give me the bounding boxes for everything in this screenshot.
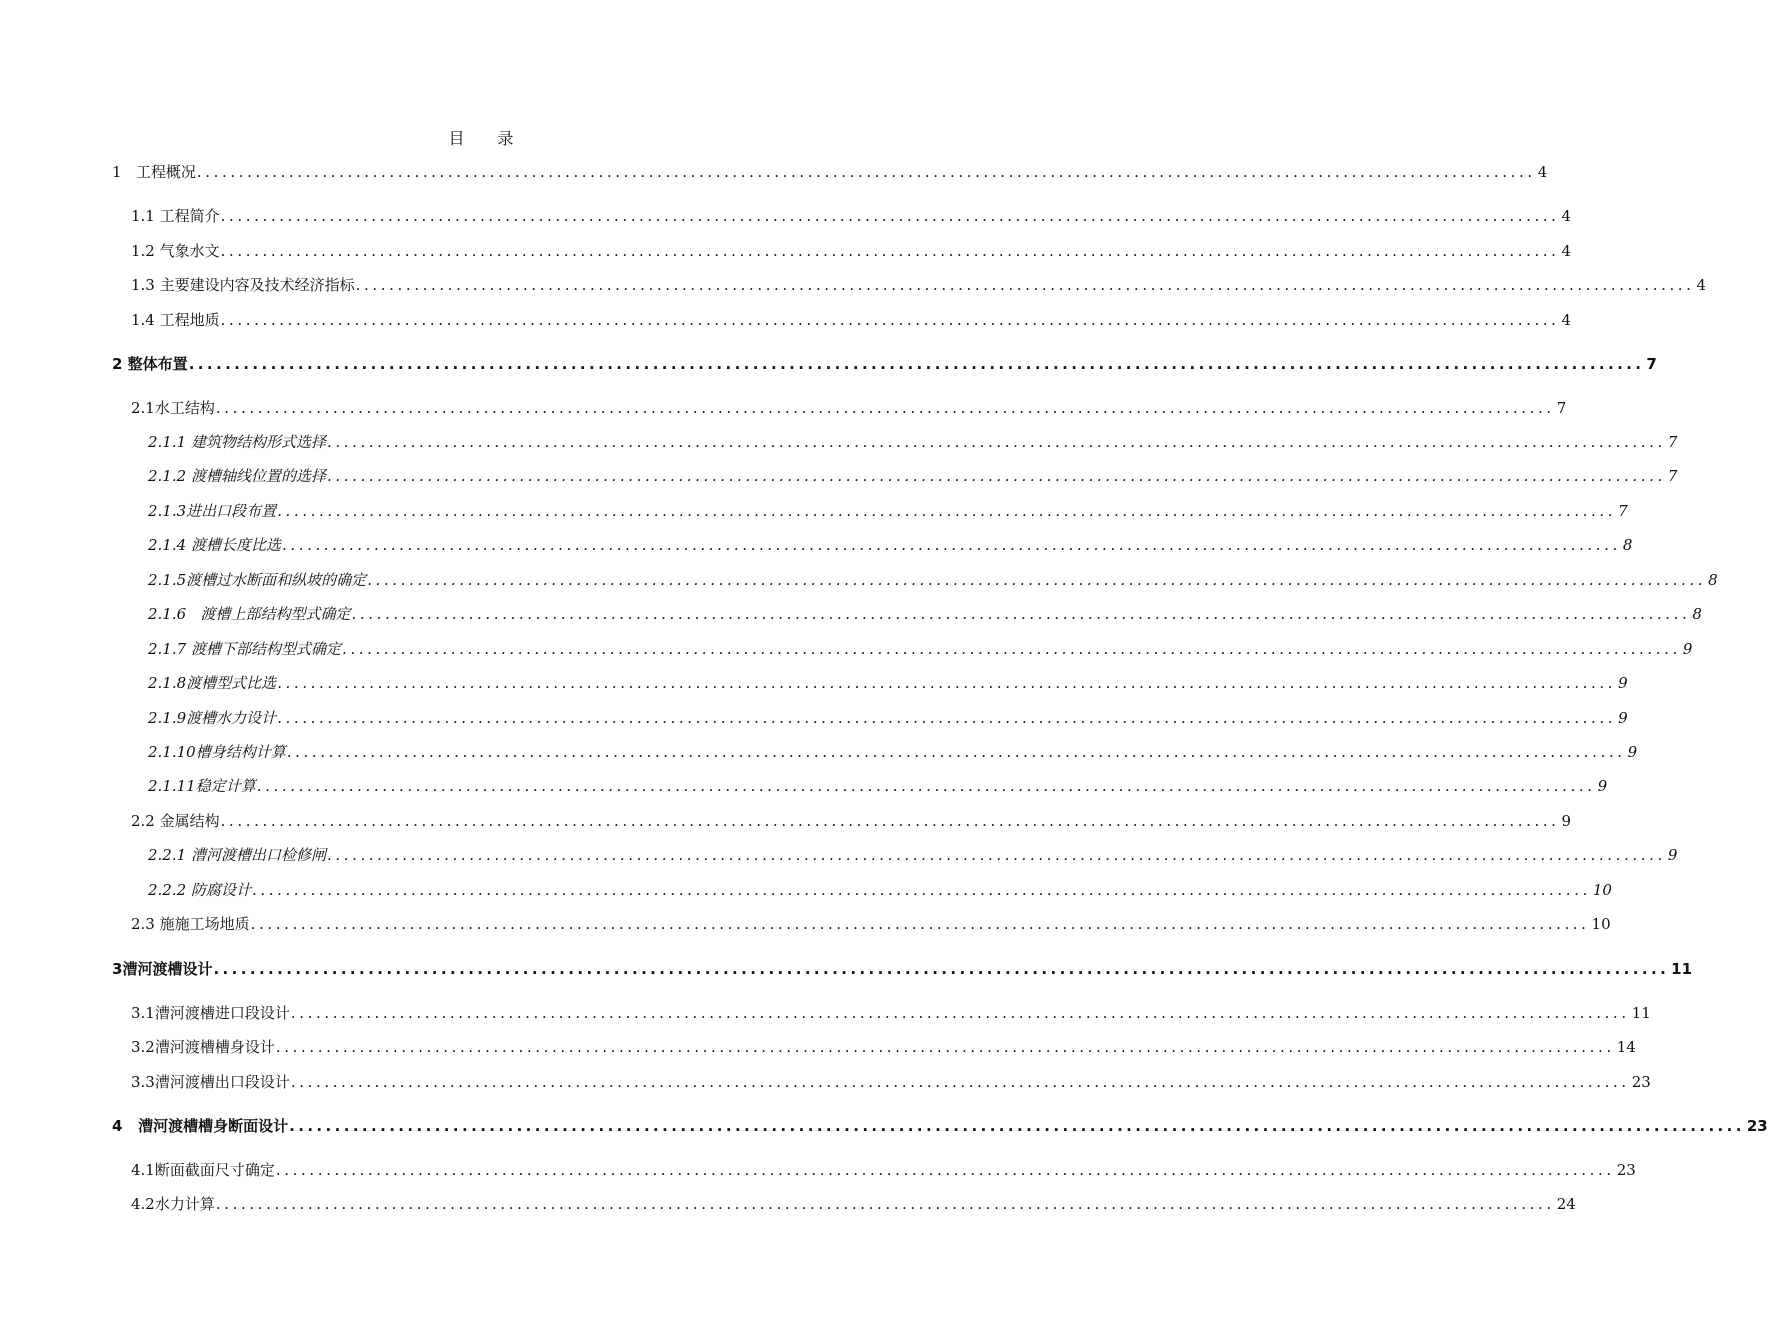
toc-entry-label: 主要建设内容及技术经济指标 [159,276,355,294]
toc-entry-page-number: 4 [1561,242,1572,260]
toc-entry-number: 2.1.8 [148,674,187,692]
dot-leader: ................................................................................................................................................................ [281,536,1621,554]
toc-entry-label: 渡槽轴线位置的选择 [190,467,326,485]
toc-entry-number: 3.2 [131,1038,155,1056]
dot-leader: ................................................................................................................................................................ [256,777,1596,795]
dot-leader: ................................................................................................................................................................ [277,709,1617,727]
toc-entry-number: 2.1.11 [148,777,196,795]
toc-entry-label: 漕河渡槽槽身设计 [154,1038,275,1056]
toc-entry-page-number: 24 [1556,1195,1576,1213]
toc-entry-number: 2.1.7 [148,640,187,658]
toc-entry-label: 水工结构 [154,399,215,417]
dot-leader: ................................................................................................................................................................ [290,1073,1630,1091]
toc-entry[interactable] [148,501,1628,521]
toc-entry-number: 1 [112,163,122,181]
toc-entry-page-number: 7 [1556,399,1567,417]
toc-entry[interactable] [148,742,1638,762]
toc-entry-label: 渡槽上部结构型式确定 [200,605,351,623]
toc-entry-label: 渡槽水力设计 [186,709,277,727]
toc-entry-number: 2.1 [131,399,155,417]
toc-entry[interactable] [112,1116,1768,1136]
dot-leader: ................................................................................................................................................................ [220,812,1560,830]
toc-entry-number: 4.2 [131,1195,155,1213]
toc-entry-number: 1.3 [131,276,155,294]
toc-entry-page-number: 9 [1627,743,1638,761]
toc-entry-label: 气象水文 [159,242,220,260]
toc-entry-number: 1.4 [131,311,155,329]
dot-leader: ................................................................................................................................................................ [355,276,1695,294]
toc-entry-page-number: 4 [1561,207,1572,225]
toc-entry[interactable] [131,1160,1636,1180]
dot-leader: ................................................................................................................................................................ [289,1117,1745,1135]
toc-entry-number: 2.2.1 [148,846,187,864]
toc-entry-label: 进出口段布置 [186,502,277,520]
dot-leader: ................................................................................................................................................................ [215,1195,1555,1213]
toc-entry[interactable] [131,206,1572,226]
toc-entry-label: 槽身结构计算 [195,743,286,761]
toc-entry-label: 建筑物结构形式选择 [190,433,326,451]
toc-entry[interactable] [112,959,1693,979]
toc-entry-number: 2.3 [131,915,155,933]
toc-entry-label: 断面截面尺寸确定 [154,1161,275,1179]
dot-leader: ................................................................................................................................................................ [196,163,1536,181]
dot-leader: ................................................................................................................................................................ [188,355,1645,373]
toc-entry-page-number: 23 [1631,1073,1651,1091]
toc-entry-page-number: 4 [1696,276,1707,294]
toc-entry-label: 渡槽型式比选 [186,674,277,692]
toc-entry[interactable] [131,398,1567,418]
dot-leader: ................................................................................................................................................................ [351,605,1691,623]
toc-entry-number: 2.1.5 [148,571,187,589]
toc-entry-page-number: 7 [1667,467,1678,485]
toc-entry-page-number: 11 [1631,1004,1651,1022]
toc-entry-label: 稳定计算 [195,777,256,795]
toc-entry-number: 4 [112,1117,123,1135]
toc-entry-label: 漕河渡槽出口检修闸 [190,846,326,864]
toc-entry-page-number: 4 [1537,163,1548,181]
toc-entry-page-number: 7 [1646,355,1657,373]
toc-entry[interactable] [112,162,1548,182]
toc-entry-page-number: 8 [1622,536,1633,554]
toc-entry-number: 2.1.4 [148,536,187,554]
dot-leader: ................................................................................................................................................................ [341,640,1681,658]
toc-entry-page-number: 9 [1667,846,1678,864]
toc-entry[interactable] [131,1194,1576,1214]
dot-leader: ................................................................................................................................................................ [277,674,1617,692]
toc-entry-number: 1.1 [131,207,155,225]
toc-entry-number: 2.2 [131,812,155,830]
dot-leader: ................................................................................................................................................................ [213,960,1670,978]
toc-entry-number: 3 [112,960,123,978]
toc-entry-page-number: 7 [1667,433,1678,451]
toc-entry-number: 4.1 [131,1161,155,1179]
toc-entry-page-number: 10 [1591,915,1611,933]
toc-entry-page-number: 9 [1597,777,1608,795]
toc-entry[interactable] [148,535,1633,555]
toc-entry-label: 施施工场地质 [159,915,250,933]
toc-entry-label: 金属结构 [159,812,220,830]
toc-entry[interactable] [131,811,1572,831]
toc-entry-page-number: 23 [1746,1117,1768,1135]
toc-entry-label: 渡槽过水断面和纵坡的确定 [186,571,367,589]
toc-entry-label: 工程简介 [159,207,220,225]
toc-entry-label: 渡槽下部结构型式确定 [190,640,341,658]
dot-leader: ................................................................................................................................................................ [250,915,1590,933]
toc-entry[interactable] [131,1003,1651,1023]
toc-entry[interactable] [131,1072,1651,1092]
toc-entry-number: 2.1.6 [148,605,187,623]
toc-entry-label: 水力计算 [154,1195,215,1213]
toc-entry-number: 2.1.3 [148,502,187,520]
toc-entry[interactable] [148,432,1678,452]
dot-leader: ................................................................................................................................................................ [220,311,1560,329]
toc-entry-page-number: 8 [1708,571,1718,589]
toc-entry-number: 2.1.10 [148,743,196,761]
toc-entry-label: 整体布置 [127,355,188,373]
toc-entry[interactable] [131,1037,1636,1057]
toc-entry[interactable] [148,639,1693,659]
toc-entry-page-number: 23 [1616,1161,1636,1179]
toc-entry-label: 渡槽长度比选 [190,536,281,554]
dot-leader: ................................................................................................................................................................ [215,399,1555,417]
toc-entry[interactable] [131,275,1707,295]
toc-entry-number: 1.2 [131,242,155,260]
dot-leader: ................................................................................................................................................................ [326,846,1666,864]
toc-entry[interactable] [148,466,1678,486]
toc-entry[interactable] [131,241,1572,261]
toc-entry-number: 2.2.2 [148,881,187,899]
toc-entry-page-number: 9 [1561,812,1572,830]
dot-leader: ................................................................................................................................................................ [367,571,1707,589]
dot-leader: ................................................................................................................................................................ [326,433,1666,451]
toc-entry-page-number: 9 [1618,709,1628,727]
toc-entry-number: 3.1 [131,1004,155,1022]
toc-entry-label: 漕河渡槽设计 [122,960,213,978]
toc-entry[interactable] [131,914,1611,934]
toc-entry[interactable] [148,776,1608,796]
toc-entry-number: 2 [112,355,123,373]
toc-entry-label: 漕河渡槽槽身断面设计 [138,1117,289,1135]
toc-entry[interactable] [148,708,1628,728]
toc-entry-page-number: 11 [1671,960,1693,978]
toc-entry[interactable] [131,310,1572,330]
toc-entry-number: 2.1.2 [148,467,187,485]
dot-leader: ................................................................................................................................................................ [286,743,1626,761]
dot-leader: ................................................................................................................................................................ [290,1004,1630,1022]
dot-leader: ................................................................................................................................................................ [220,242,1560,260]
dot-leader: ................................................................................................................................................................ [326,467,1666,485]
toc-entry-label: 漕河渡槽出口段设计 [154,1073,290,1091]
toc-entry[interactable] [148,604,1702,624]
toc-title: 目 录 [448,129,528,148]
toc-entry[interactable] [112,354,1657,374]
dot-leader: ................................................................................................................................................................ [275,1038,1615,1056]
dot-leader: ................................................................................................................................................................ [220,207,1560,225]
dot-leader: ................................................................................................................................................................ [277,502,1617,520]
toc-entry-page-number: 9 [1682,640,1693,658]
toc-entry-page-number: 10 [1592,881,1612,899]
toc-entry-label: 工程概况 [135,163,196,181]
toc-entry[interactable] [148,845,1678,865]
toc-entry-page-number: 9 [1618,674,1628,692]
toc-entry-number: 3.3 [131,1073,155,1091]
toc-entry-page-number: 7 [1618,502,1628,520]
toc-entry-label: 防腐设计 [190,881,251,899]
toc-entry-page-number: 8 [1692,605,1702,623]
toc-entry-label: 工程地质 [159,311,220,329]
toc-entry-page-number: 4 [1561,311,1572,329]
toc-entry[interactable] [148,880,1612,900]
dot-leader: ................................................................................................................................................................ [275,1161,1615,1179]
toc-entry-label: 漕河渡槽进口段设计 [154,1004,290,1022]
toc-entry[interactable] [148,570,1718,590]
toc-entry[interactable] [148,673,1628,693]
dot-leader: ................................................................................................................................................................ [251,881,1591,899]
toc-entry-number: 2.1.1 [148,433,187,451]
toc-entry-page-number: 14 [1616,1038,1636,1056]
toc-entry-number: 2.1.9 [148,709,187,727]
